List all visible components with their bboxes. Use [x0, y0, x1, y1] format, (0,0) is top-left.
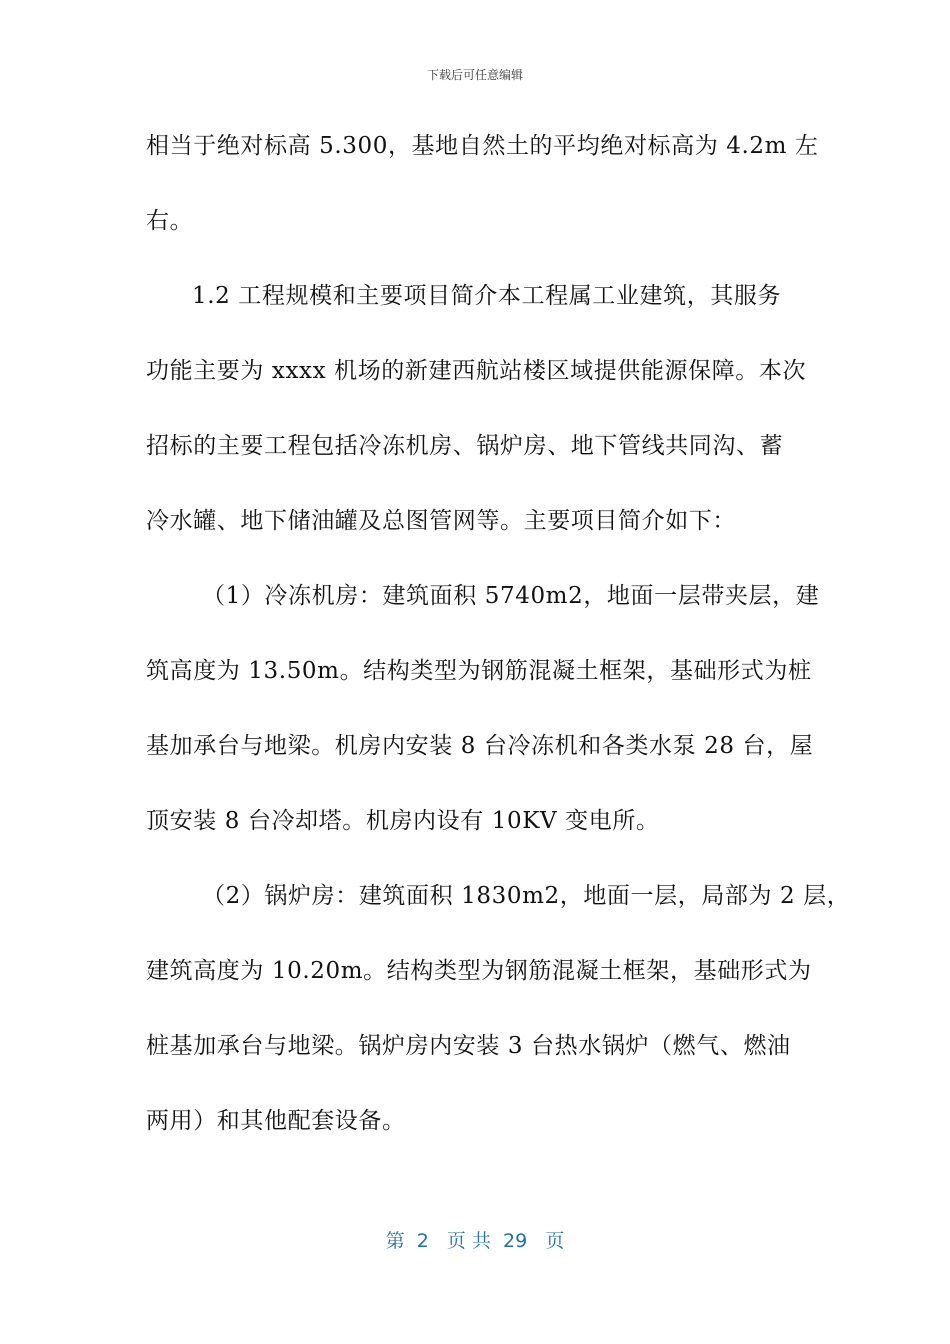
- section-heading-line: 1.2 工程规模和主要项目简介本工程属工业建筑，其服务: [192, 283, 782, 309]
- body-line: 右。: [146, 208, 194, 234]
- body-line: 筑高度为 13.50m。结构类型为钢筋混凝土框架，基础形式为桩: [146, 658, 812, 684]
- body-line: 冷水罐、地下储油罐及总图管网等。主要项目简介如下：: [146, 508, 736, 534]
- list-item-line: （2）锅炉房：建筑面积 1830m2，地面一层，局部为 2 层，: [202, 883, 851, 909]
- page-number-footer: 第 2 页 共 29 页: [385, 1230, 565, 1252]
- body-line: 招标的主要工程包括冷冻机房、锅炉房、地下管线共同沟、蓄: [146, 433, 784, 459]
- body-line: 顶安装 8 台冷却塔。机房内设有 10KV 变电所。: [146, 808, 660, 834]
- body-line: 两用）和其他配套设备。: [146, 1108, 406, 1134]
- body-line: 桩基加承台与地梁。锅炉房内安装 3 台热水锅炉（燃气、燃油: [146, 1033, 791, 1059]
- body-line: 功能主要为 xxxx 机场的新建西航站楼区域提供能源保障。本次: [146, 358, 807, 384]
- list-item-line: （1）冷冻机房：建筑面积 5740m2，地面一层带夹层，建: [202, 583, 820, 609]
- body-line: 建筑高度为 10.20m。结构类型为钢筋混凝土框架，基础形式为: [146, 958, 812, 984]
- body-line: 相当于绝对标高 5.300，基地自然土的平均绝对标高为 4.2m 左: [146, 133, 819, 159]
- page-header-note: 下载后可任意编辑: [426, 68, 523, 82]
- body-line: 基加承台与地梁。机房内安装 8 台冷冻机和各类水泵 28 台，屋: [146, 733, 814, 759]
